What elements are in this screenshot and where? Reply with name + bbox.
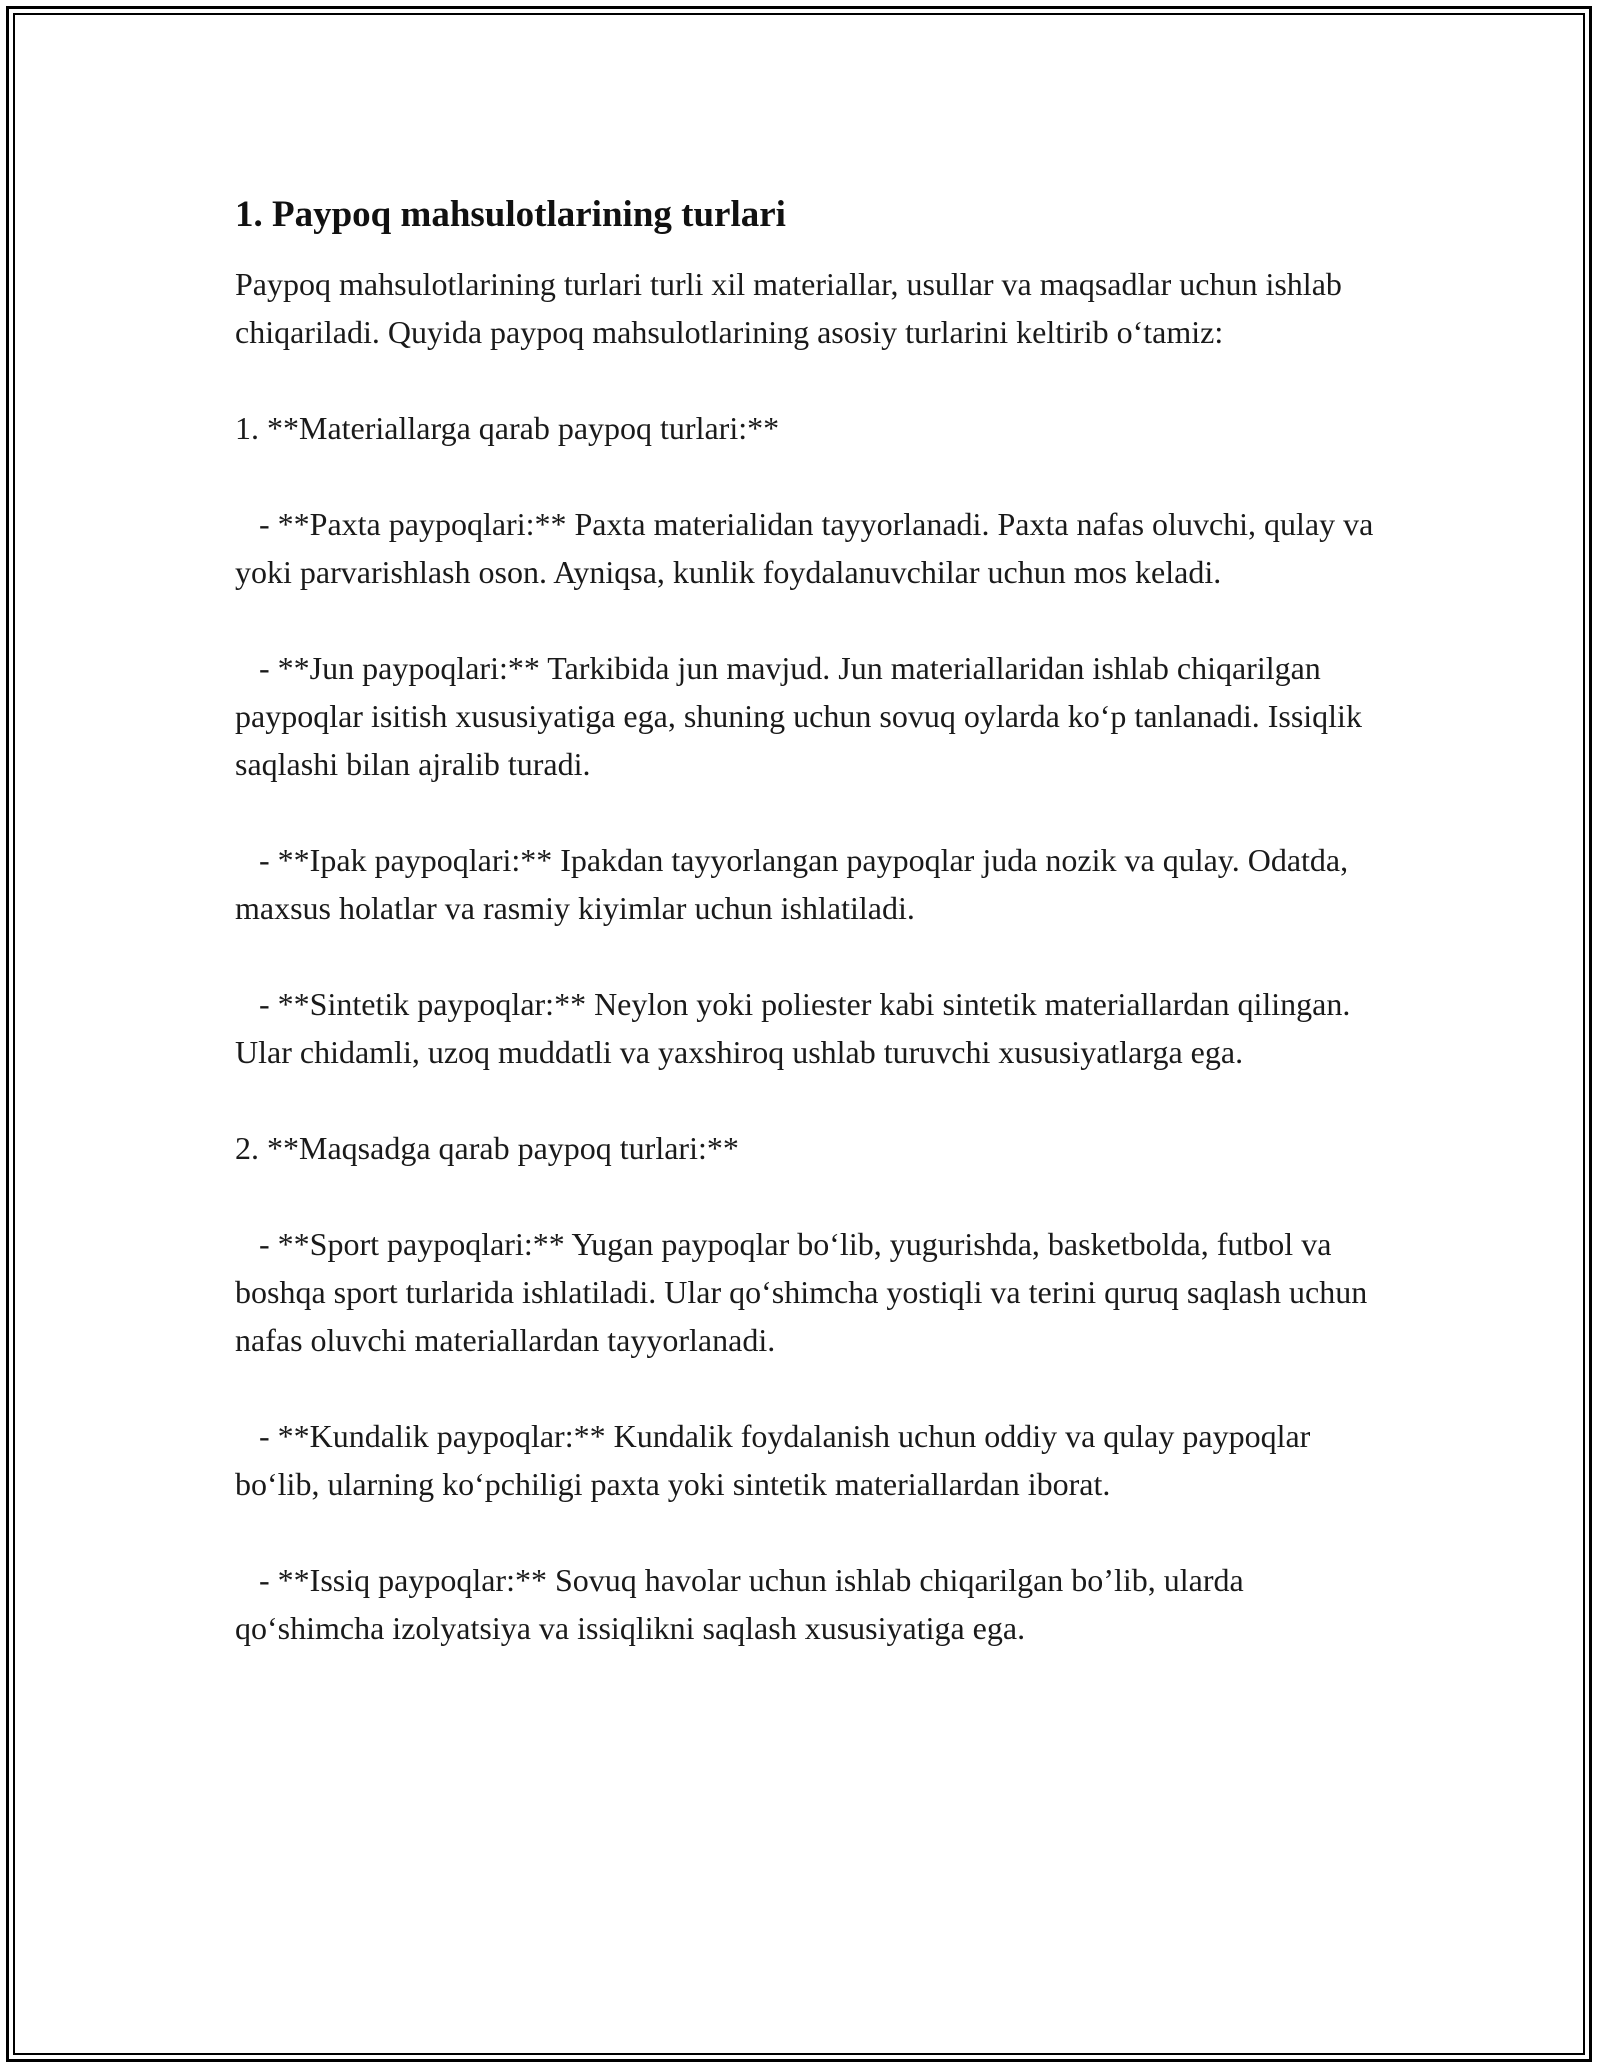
list-item-sport: - **Sport paypoqlari:** Yugan paypoqlar bo‘lib, yugurishda, basketbolda, futbol va boshqa sport turlarida ishlatiladi. Ular qo‘shimcha yostiqli va terini quruq saqlash uchun nafas oluvchi materiallardan tayyorlanadi.	[235, 1226, 1376, 1358]
list-item-everyday: - **Kundalik paypoqlar:** Kundalik foydalanish uchun oddiy va qulay paypoqlar bo‘lib, ularning ko‘pchiligi paxta yoki sintetik materiallardan iborat.	[235, 1418, 1319, 1502]
list-item-cotton: - **Paxta paypoqlari:** Paxta materialidan tayyorlanadi. Paxta nafas oluvchi, qulay va yoki parvarishlash oson. Ayniqsa, kunlik foydalanuvchilar uchun mos keladi.	[235, 506, 1382, 590]
list-heading-materials: 1. **Materiallarga qarab paypoq turlari:**	[235, 410, 780, 446]
list-item-silk: - **Ipak paypoqlari:** Ipakdan tayyorlangan paypoqlar juda nozik va qulay. Odatda, maxsus holatlar va rasmiy kiyimlar uchun ishlatiladi.	[235, 842, 1357, 926]
list-item-warm: - **Issiq paypoqlar:** Sovuq havolar uchun ishlab chiqarilgan bo’lib, ularda qo‘shimcha izolyatsiya va issiqlikni saqlash xususiyatiga ega.	[235, 1562, 1252, 1646]
document-body	[235, 190, 1385, 1700]
section-heading: 1. Paypoq mahsulotlarining turlari	[235, 194, 786, 235]
list-item-synthetic: - **Sintetik paypoqlar:** Neylon yoki poliester kabi sintetik materiallardan qilingan. Ular chidamli, uzoq muddatli va yaxshiroq ushlab turuvchi xususiyatlarga ega.	[235, 986, 1359, 1070]
list-heading-purpose: 2. **Maqsadga qarab paypoq turlari:**	[235, 1130, 739, 1166]
intro-paragraph: Paypoq mahsulotlarining turlari turli xil materiallar, usullar va maqsadlar uchun ishlab chiqariladi. Quyida paypoq mahsulotlarining asosiy turlarini keltirib o‘tamiz:	[235, 266, 1350, 350]
list-item-wool: - **Jun paypoqlari:** Tarkibida jun mavjud. Jun materiallaridan ishlab chiqarilgan paypoqlar isitish xususiyatiga ega, shuning uchun sovuq oylarda ko‘p tanlanadi. Issiqlik saqlashi bilan ajralib turadi.	[235, 650, 1370, 782]
